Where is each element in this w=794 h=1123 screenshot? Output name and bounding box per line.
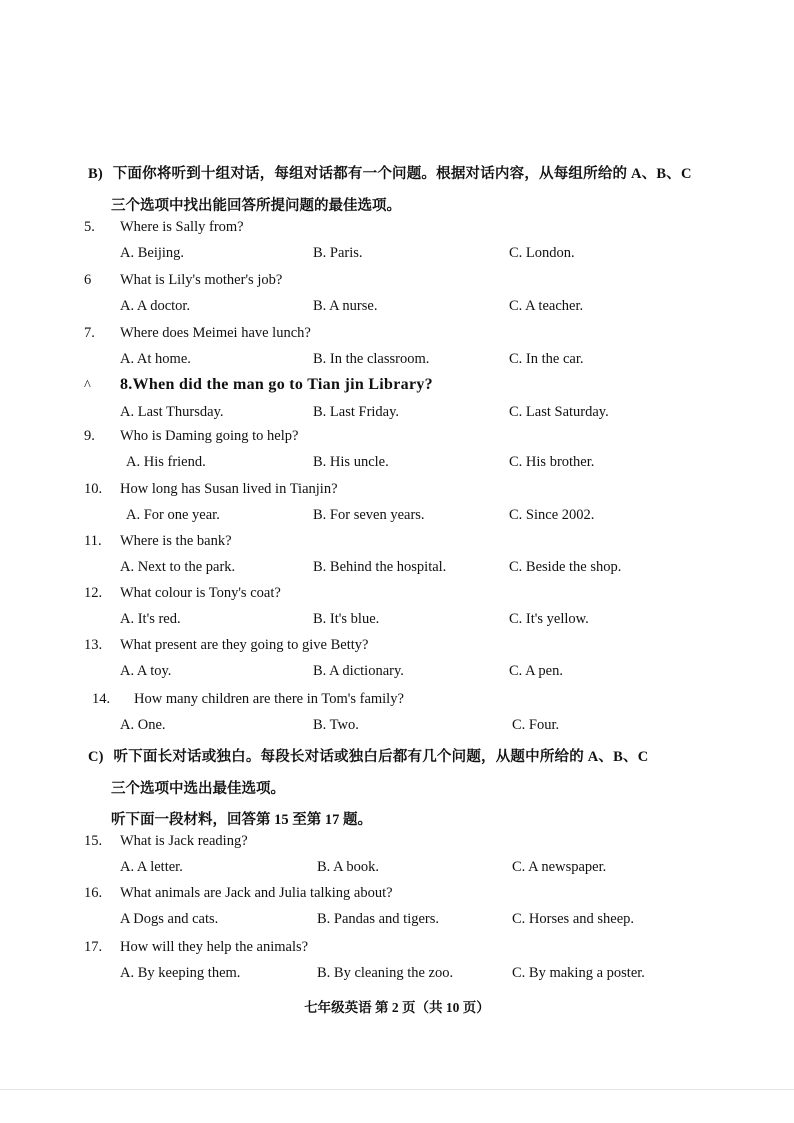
option-b: B. In the classroom. [313,351,430,367]
section-b-heading [88,162,692,183]
question-stem: Where does Meimei have lunch? [120,325,311,341]
option-c: C. A teacher. [509,298,584,314]
question-stem: What colour is Tony's coat? [120,585,281,601]
question-stem: What is Lily's mother's job? [120,272,283,288]
option-b: B. Pandas and tigers. [317,911,440,927]
option-b: B. For seven years. [313,507,425,523]
question-stem: How will they help the animals? [120,939,309,955]
question-6 [84,272,724,324]
option-a: A. Last Thursday. [120,404,224,420]
bottom-divider [0,1089,794,1090]
option-c: C. Since 2002. [509,507,595,523]
option-c: C. In the car. [509,351,584,367]
option-b: B. Behind the hospital. [313,559,447,575]
option-a: A. At home. [120,351,191,367]
question-stem: What present are they going to give Betty? [120,637,369,653]
question-8 [84,378,724,430]
question-stem: What is Jack reading? [120,833,248,849]
section-c-line1: 听下面长对话或独白。每段长对话或独白后都有几个问题，从题中所给的 A、B、C [113,749,649,765]
question-number: 11. [84,533,102,549]
option-a: A Dogs and cats. [120,911,219,927]
question-number: 14. [92,691,111,707]
option-c: C. London. [509,245,575,261]
option-c: C. Four. [512,717,560,733]
section-c-heading [88,745,648,766]
option-b: B. Last Friday. [313,404,400,420]
question-stem: How long has Susan lived in Tianjin? [120,481,338,497]
section-c-instruction: 听下面一段材料，回答第 15 至第 17 题。 [111,812,372,828]
section-b-line2: 三个选项中找出能回答所提问题的最佳选项。 [111,198,401,214]
option-c: C. Last Saturday. [509,404,609,420]
question-number: 6 [84,272,92,288]
question-number: 15. [84,833,103,849]
option-a: A. One. [120,717,166,733]
option-a: A. By keeping them. [120,965,241,981]
option-c: C. A pen. [509,663,563,679]
option-a: A. It's red. [120,611,181,627]
question-stem: Who is Daming going to help? [120,428,299,444]
question-10 [84,481,724,533]
question-number: 12. [84,585,103,601]
option-b: B. It's blue. [313,611,380,627]
question-number: 13. [84,637,103,653]
option-a: A. His friend. [126,454,206,470]
option-a: A. A toy. [120,663,172,679]
question-5 [84,219,724,271]
question-number: 17. [84,939,103,955]
section-c-label: C) [88,749,104,765]
question-stem: 8.When did the man go to Tian jin Library? [120,376,433,393]
option-a: A. Beijing. [120,245,185,261]
option-b: B. By cleaning the zoo. [317,965,454,981]
question-16 [84,885,724,937]
question-17 [84,939,724,991]
option-a: A. Next to the park. [120,559,236,575]
question-13 [84,637,724,689]
option-b: B. A nurse. [313,298,378,314]
question-15 [84,833,724,885]
option-c: C. Horses and sheep. [512,911,635,927]
question-stem: Where is Sally from? [120,219,244,235]
section-b-label: B) [88,166,103,182]
question-number: 9. [84,428,95,444]
option-c: C. Beside the shop. [509,559,622,575]
section-c-line2: 三个选项中选出最佳选项。 [111,781,285,797]
option-b: B. Two. [313,717,359,733]
option-b: B. Paris. [313,245,363,261]
question-11 [84,533,724,585]
option-c: C. A newspaper. [512,859,607,875]
option-c: C. By making a poster. [512,965,645,981]
option-b: B. A dictionary. [313,663,404,679]
option-b: B. His uncle. [313,454,389,470]
question-number: 10. [84,481,103,497]
question-9 [84,428,724,480]
question-number: 7. [84,325,95,341]
question-number: 16. [84,885,103,901]
question-number: 5. [84,219,95,235]
section-b-line1: 下面你将听到十组对话，每组对话都有一个问题。根据对话内容，从每组所给的 A、B、C [112,166,692,182]
question-14 [84,691,724,743]
question-stem: How many children are there in Tom's family? [134,691,404,707]
option-c: C. It's yellow. [509,611,589,627]
option-a: A. A letter. [120,859,183,875]
question-stem: What animals are Jack and Julia talking about? [120,885,393,901]
question-stem: Where is the bank? [120,533,232,549]
option-a: A. A doctor. [120,298,191,314]
page-footer: 七年级英语 第 2 页（共 10 页） [304,1000,490,1015]
option-a: A. For one year. [126,507,220,523]
question-12 [84,585,724,637]
option-b: B. A book. [317,859,380,875]
option-c: C. His brother. [509,454,595,470]
question-7 [84,325,724,377]
question-number: ^ [84,378,91,394]
